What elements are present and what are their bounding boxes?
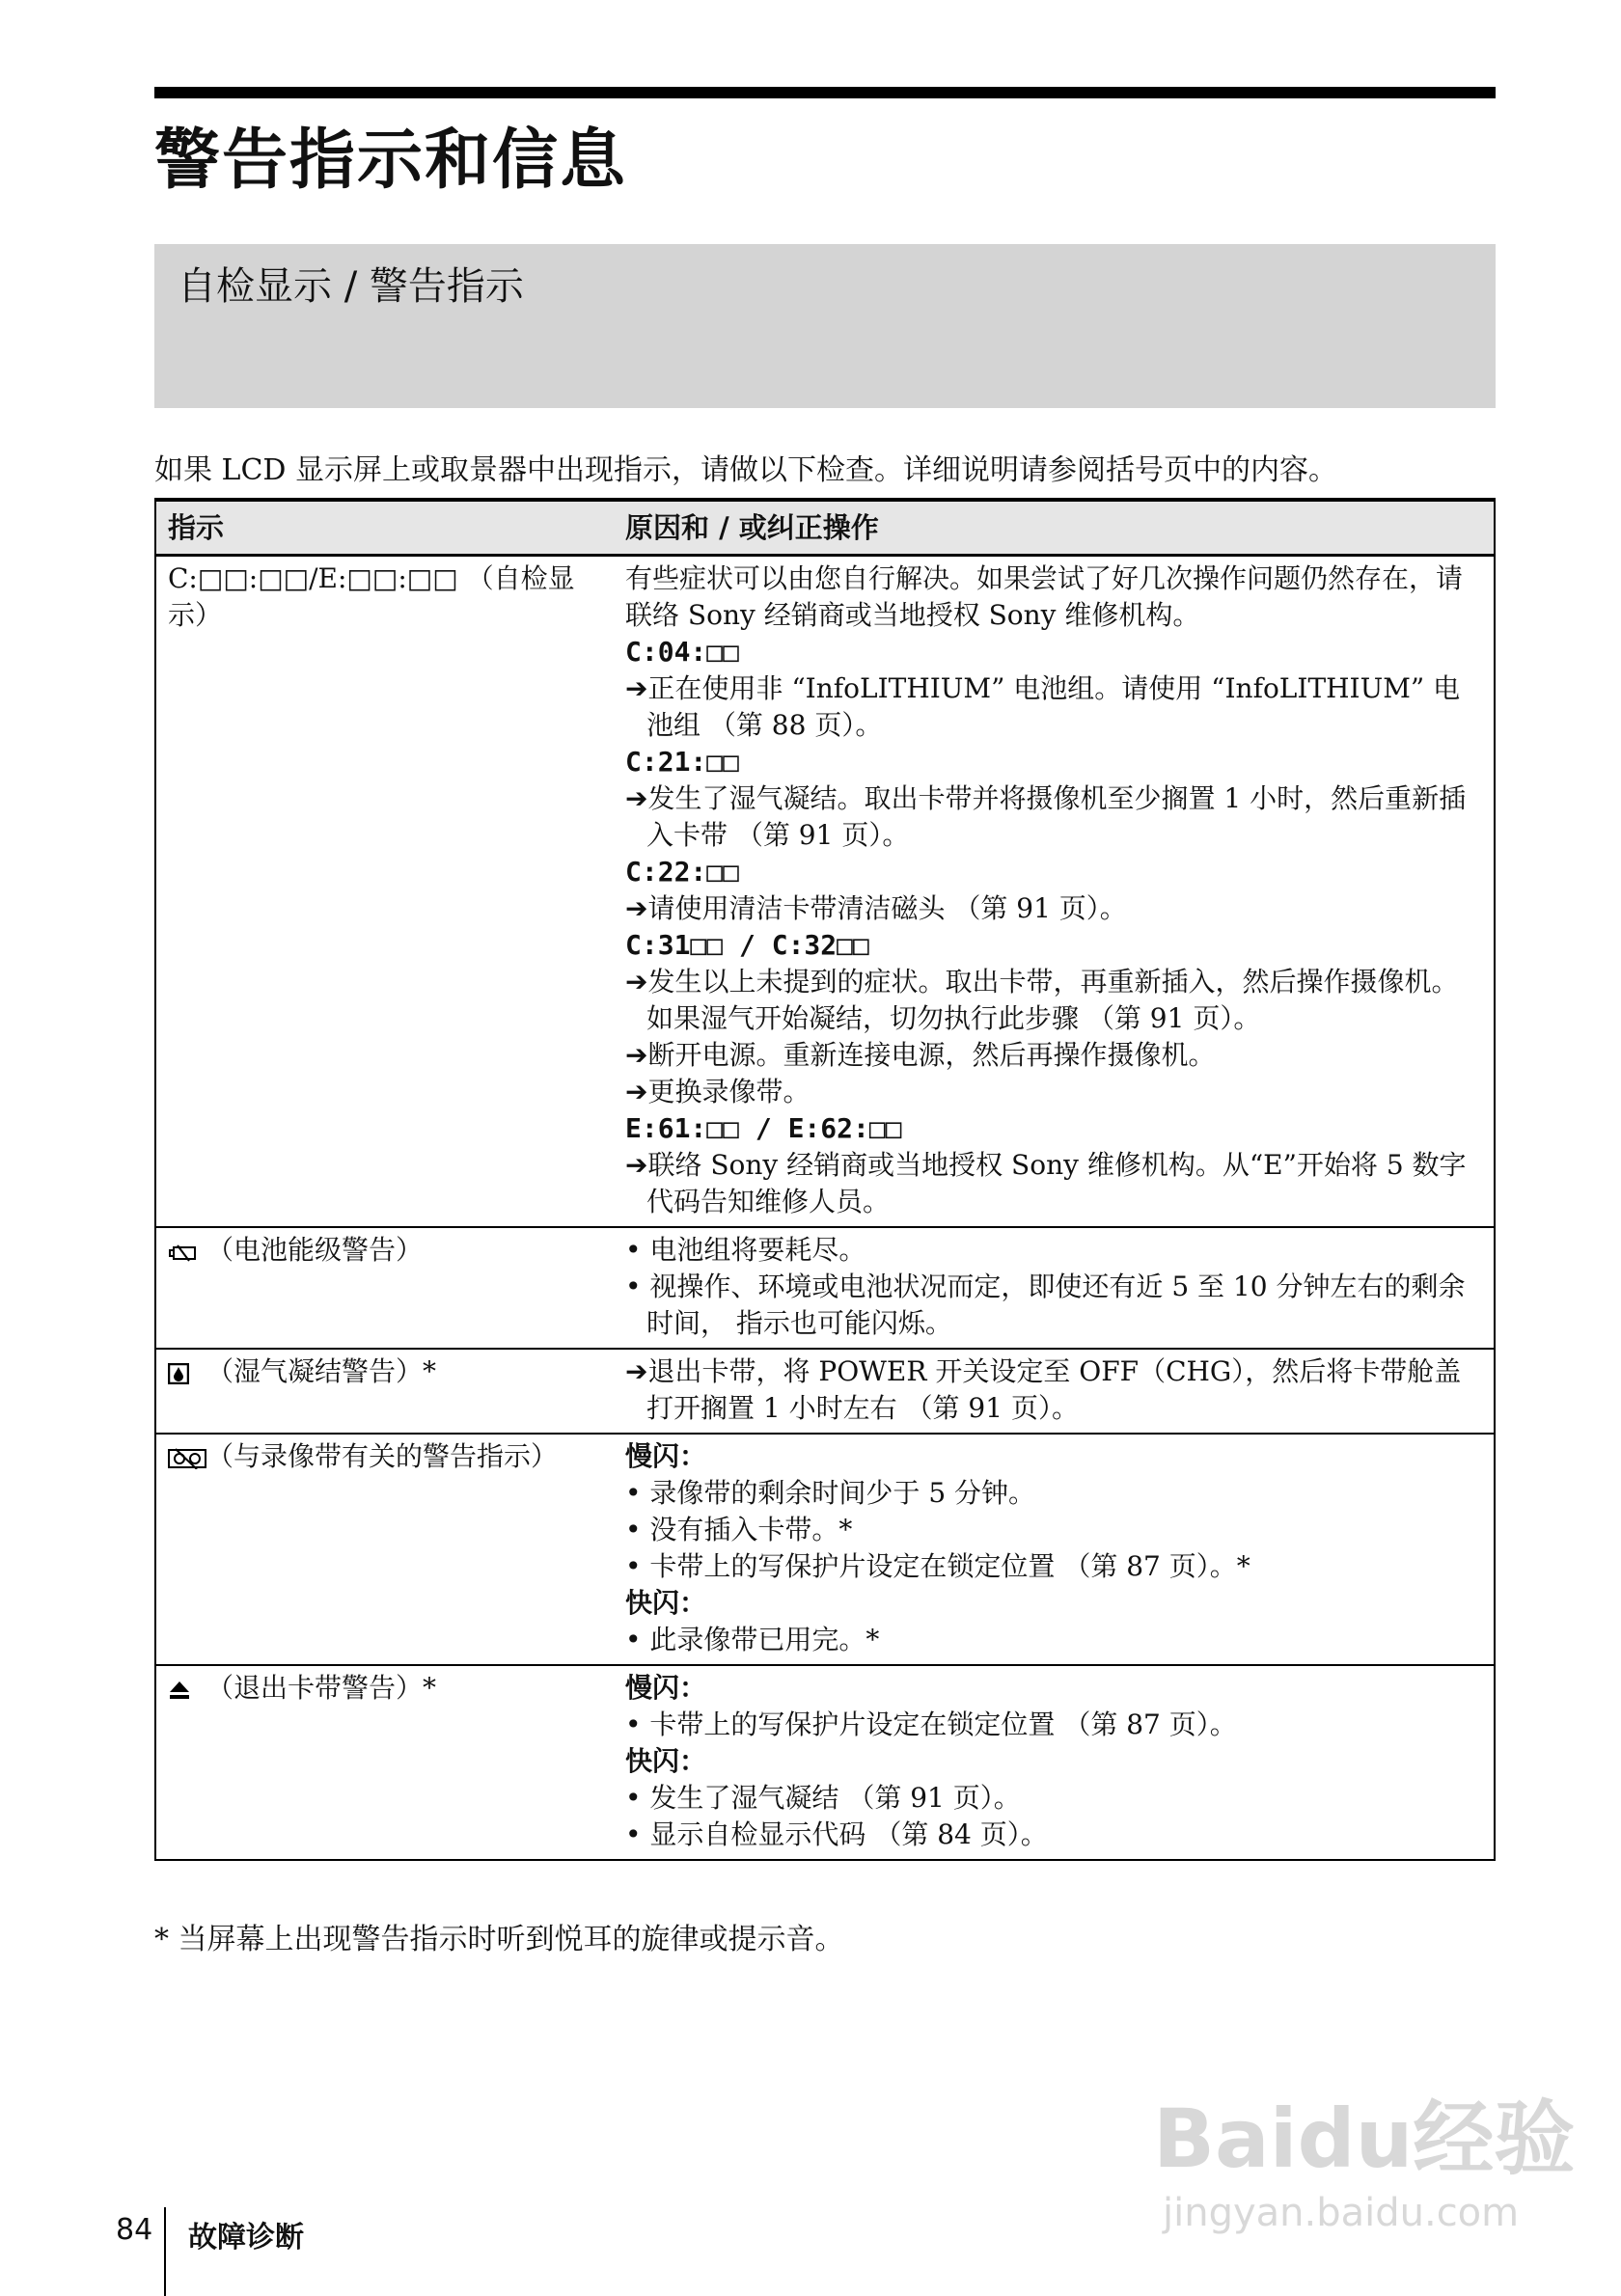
cause-cell: [614, 1227, 1495, 1349]
cause-cell: [614, 1434, 1495, 1665]
indicator-cell: [155, 556, 614, 1228]
bullet-item: • 视操作、环境或电池状况而定，即使还有近 5 至 10 分钟左右的剩余时间， 指示也可能闪烁。: [625, 1271, 1466, 1339]
table-row: [155, 556, 1495, 1228]
arrow-item: ➔断开电源。重新连接电源，然后再操作摄像机。: [625, 1039, 1216, 1071]
error-code: C:04:□□: [625, 636, 740, 668]
indicator-cell: [155, 1349, 614, 1434]
table-row: [155, 1349, 1495, 1434]
chapter-name: 故障诊断: [188, 2221, 304, 2255]
cause-cell: [614, 556, 1495, 1228]
arrow-item: ➔退出卡带，将 POWER 开关设定至 OFF（CHG），然后将卡带舱盖打开搁置 1 小时左右 （第 91 页）。: [625, 1355, 1462, 1424]
bullet-item: • 卡带上的写保护片设定在锁定位置 （第 87 页）。: [625, 1708, 1237, 1740]
blink-heading: 快闪：: [625, 1587, 707, 1619]
bullet-item: • 录像带的剩余时间少于 5 分钟。: [625, 1477, 1036, 1509]
cause-cell: [614, 1349, 1495, 1434]
table-row: [155, 1227, 1495, 1349]
intro-text: 如果 LCD 显示屏上或取景器中出现指示，请做以下检查。详细说明请参阅括号页中的内容。: [154, 453, 1337, 487]
indicator-label: （与录像带有关的警告指示）: [206, 1440, 559, 1472]
indicator-label: （退出卡带警告）*: [206, 1672, 437, 1704]
footer-divider: [164, 2207, 166, 2296]
text-item: 有些症状可以由您自行解决。如果尝试了好几次操作问题仍然存在，请联络 Sony 经销商或当地授权 Sony 维修机构。: [625, 562, 1464, 631]
blink-heading: 慢闪：: [625, 1672, 707, 1704]
bullet-item: • 发生了湿气凝结 （第 91 页）。: [625, 1782, 1021, 1814]
header-indicator: 指示: [155, 500, 614, 556]
bullet-item: • 此录像带已用完。*: [625, 1624, 880, 1655]
eject-icon: [168, 1674, 197, 1710]
bullet-item: • 显示自检显示代码 （第 84 页）。: [625, 1818, 1048, 1850]
arrow-item: ➔请使用清洁卡带清洁磁头 （第 91 页）。: [625, 892, 1127, 924]
section-header-box: [154, 244, 1496, 408]
battery-empty-icon: [168, 1236, 197, 1272]
cassette-warning-icon: [168, 1442, 197, 1479]
table-row: [155, 1434, 1495, 1665]
blink-heading: 快闪：: [625, 1745, 707, 1777]
indicator-cell: [155, 1227, 614, 1349]
section-title: 自检显示 / 警告指示: [178, 264, 524, 309]
indicator-label: （电池能级警告）: [206, 1234, 424, 1266]
arrow-item: ➔联络 Sony 经销商或当地授权 Sony 维修机构。从“E”开始将 5 数字代码告知维修人员。: [625, 1149, 1467, 1217]
warning-table: [154, 498, 1496, 1861]
header-cause: 原因和 / 或纠正操作: [614, 500, 1495, 556]
page-title: 警告指示和信息: [154, 123, 628, 199]
indicator-label: （湿气凝结警告）*: [206, 1355, 437, 1387]
page-number: 84: [116, 2213, 153, 2247]
arrow-item: ➔发生了湿气凝结。取出卡带并将摄像机至少搁置 1 小时，然后重新插入卡带 （第 91 页）。: [625, 782, 1467, 851]
arrow-item: ➔更换录像带。: [625, 1076, 810, 1107]
indicator-label: C:□□:□□/E:□□:□□ （自检显示）: [168, 562, 575, 631]
bullet-item: • 没有插入卡带。*: [625, 1514, 853, 1545]
watermark-logo: Baidu经验: [1153, 2091, 1576, 2186]
watermark-url: jingyan.baidu.com: [1163, 2191, 1520, 2235]
error-code: C:22:□□: [625, 856, 740, 888]
indicator-cell: [155, 1665, 614, 1860]
error-code: E:61:□□ / E:62:□□: [625, 1112, 902, 1144]
error-code: C:31□□ / C:32□□: [625, 929, 869, 961]
error-code: C:21:□□: [625, 746, 740, 778]
footnote: * 当屏幕上出现警告指示时听到悦耳的旋律或提示音。: [154, 1923, 844, 1956]
table-row: [155, 1665, 1495, 1860]
baidu-watermark: [1153, 2074, 1575, 2235]
moisture-drop-icon: [168, 1357, 197, 1394]
cause-cell: [614, 1665, 1495, 1860]
top-rule: [154, 87, 1496, 98]
arrow-item: ➔发生以上未提到的症状。取出卡带，再重新插入，然后操作摄像机。如果湿气开始凝结，切勿执行此步骤 （第 91 页）。: [625, 966, 1459, 1034]
blink-heading: 慢闪：: [625, 1440, 707, 1472]
bullet-item: • 卡带上的写保护片设定在锁定位置 （第 87 页）。*: [625, 1550, 1250, 1582]
arrow-item: ➔正在使用非 “InfoLITHIUM” 电池组。请使用 “InfoLITHIUM” 电池组 （第 88 页）。: [625, 672, 1461, 741]
indicator-cell: [155, 1434, 614, 1665]
bullet-item: • 电池组将要耗尽。: [625, 1234, 866, 1266]
